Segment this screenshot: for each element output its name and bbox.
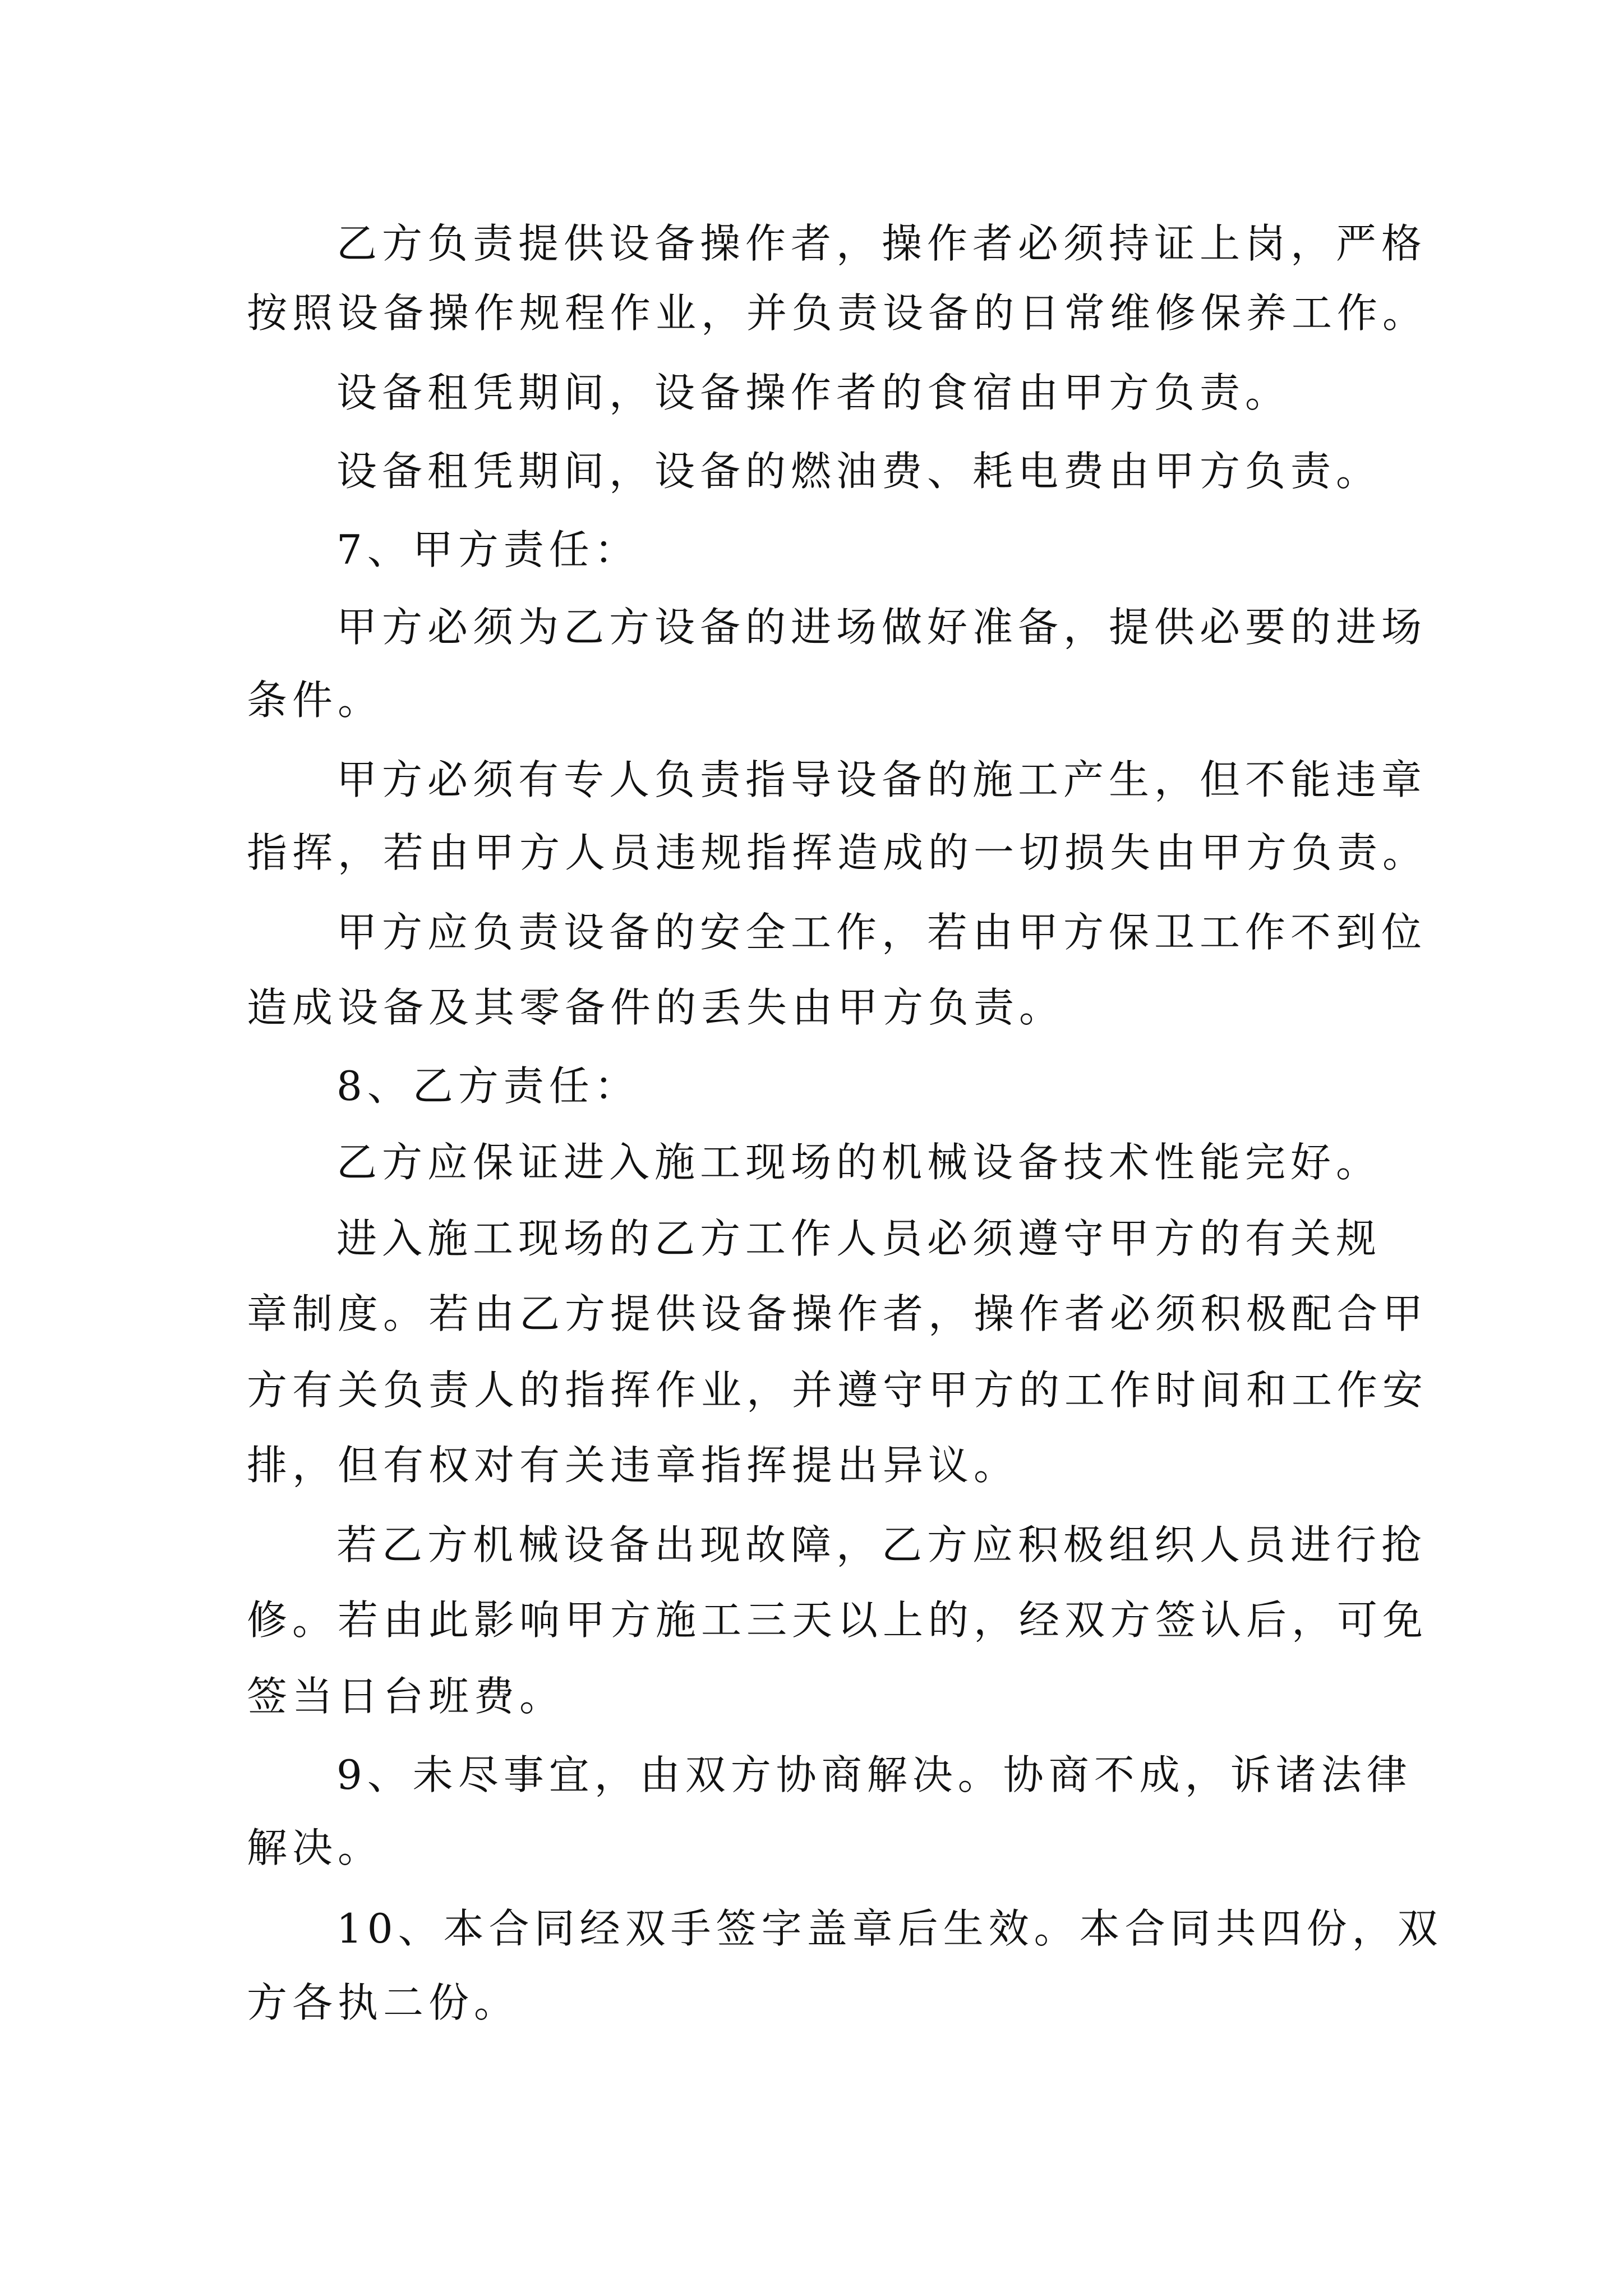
paragraph-line: 方各执二份。 [247, 1979, 520, 2026]
paragraph-line: 解决。 [247, 1824, 384, 1871]
paragraph-line: 设备租凭期间，设备的燃油费、耗电费由甲方负责。 [336, 448, 1382, 495]
paragraph-line: 甲方应负责设备的安全工作，若由甲方保卫工作不到位 [336, 909, 1427, 956]
paragraph-line: 排，但有权对有关违章指挥提出异议。 [247, 1442, 1020, 1489]
paragraph-line: 甲方必须有专人负责指导设备的施工产生，但不能违章 [336, 756, 1427, 803]
paragraph-line: 乙方应保证进入施工现场的机械设备技术性能完好。 [336, 1139, 1382, 1186]
section-heading: 8、乙方责任： [336, 1062, 640, 1110]
paragraph-line: 9、未尽事宜，由双方协商解决。协商不成，诉诸法律 [336, 1751, 1412, 1798]
paragraph-line: 指挥，若由甲方人员违规指挥造成的一切损失由甲方负责。 [247, 829, 1428, 876]
paragraph-line: 方有关负责人的指挥作业，并遵守甲方的工作时间和工作安 [247, 1366, 1428, 1414]
paragraph-line: 章制度。若由乙方提供设备操作者，操作者必须积极配合甲 [247, 1290, 1428, 1337]
section-heading: 7、甲方责任： [336, 526, 640, 573]
paragraph-line: 修。若由此影响甲方施工三天以上的，经双方签认后，可免 [247, 1596, 1428, 1644]
paragraph-line: 10、本合同经双手签字盖章后生效。本合同共四份，双 [336, 1905, 1443, 1952]
paragraph-line: 进入施工现场的乙方工作人员必须遵守甲方的有关规 [336, 1215, 1382, 1262]
paragraph-line: 签当日台班费。 [247, 1673, 565, 1720]
paragraph-line: 设备租凭期间，设备操作者的食宿由甲方负责。 [336, 369, 1291, 416]
paragraph-line: 按照设备操作规程作业，并负责设备的日常维修保养工作。 [247, 289, 1428, 337]
paragraph-line: 甲方必须为乙方设备的进场做好准备，提供必要的进场 [336, 604, 1427, 651]
paragraph-line: 造成设备及其零备件的丢失由甲方负责。 [247, 984, 1065, 1031]
paragraph-line: 乙方负责提供设备操作者，操作者必须持证上岗，严格 [336, 220, 1427, 267]
paragraph-line: 条件。 [247, 677, 384, 724]
paragraph-line: 若乙方机械设备出现故障，乙方应积极组织人员进行抢 [336, 1521, 1427, 1568]
